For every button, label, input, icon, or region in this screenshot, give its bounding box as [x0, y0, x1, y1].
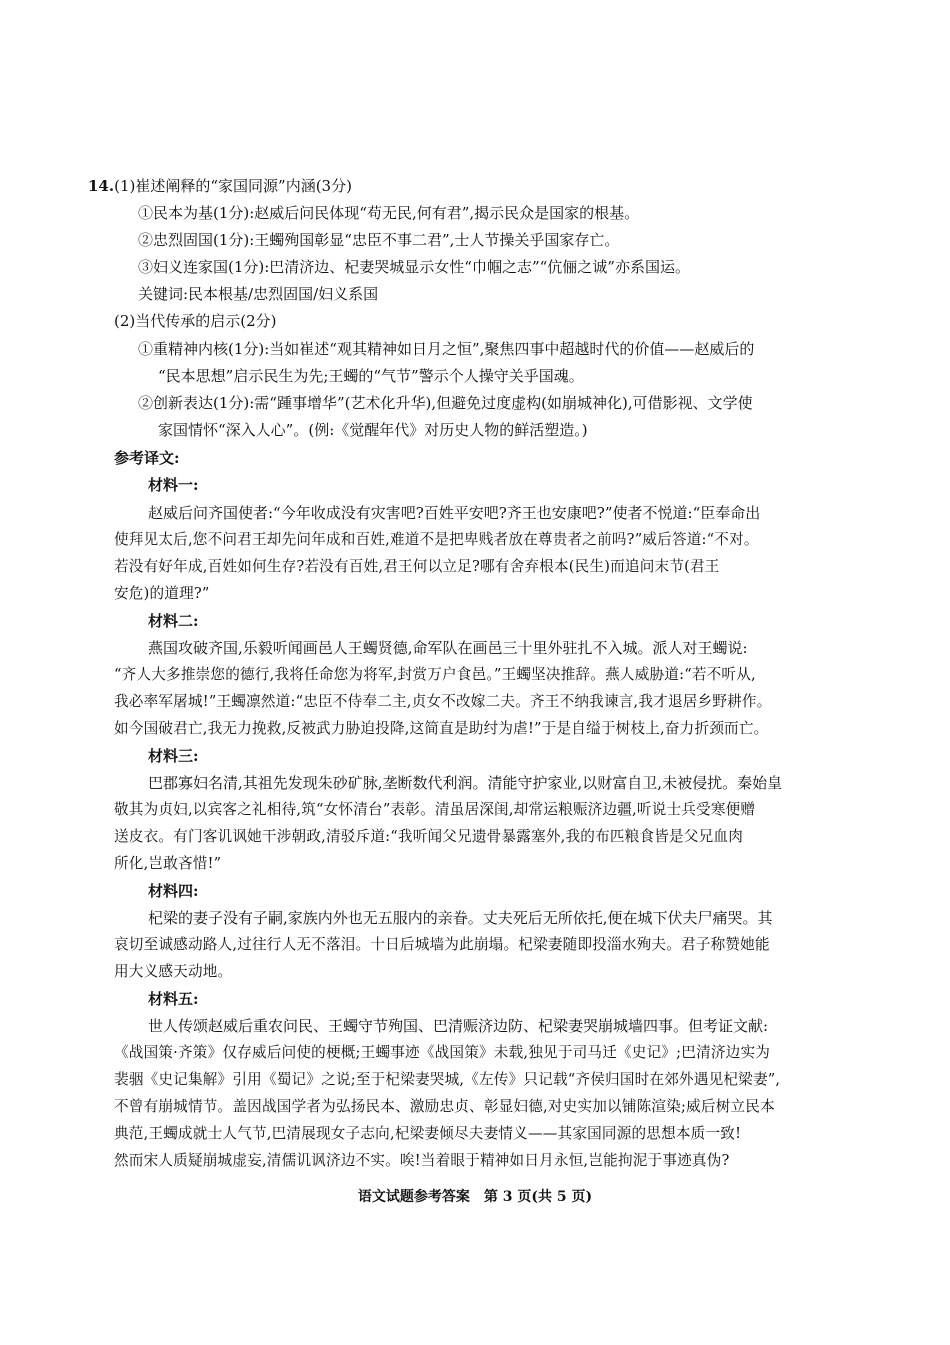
- part2-item-1-line-1: ①重精神内核(1分):当如崔述“观其精神如日月之恒”,聚焦四事中超越时代的价值——赵威后的: [138, 340, 755, 358]
- material-1-line-3: 若没有好年成,百姓如何生存?若没有百姓,君王何以立足?哪有舍弃根本(民生)而追问末节(君王: [114, 558, 720, 575]
- material-5-line-6: 然而宋人质疑崩城虚妄,清儒讥讽济边不实。唉!当着眼于精神如日月永恒,岂能拘泥于事迹真伪?: [114, 1152, 730, 1169]
- material-1-title: 材料一:: [148, 476, 199, 494]
- part1-title-text: (1)崔述阐释的“家国同源”内涵(3分): [114, 177, 352, 195]
- material-5-line-4: 不曾有崩城情节。盖因战国学者为弘扬民本、激励忠贞、彰显妇德,对史实加以铺陈渲染;威后树立民本: [114, 1098, 775, 1115]
- material-2-title: 材料二:: [148, 612, 199, 630]
- material-2-line-2: “齐人大多推崇您的德行,我将任命您为将军,封赏万户食邑。”王蠋坚决推辞。燕人威胁道:“若不听从,: [114, 666, 756, 683]
- material-4-line-2: 哀切至诚感动路人,过往行人无不落泪。十日后城墙为此崩塌。杞梁妻随即投淄水殉夫。君子称赞她能: [114, 936, 770, 953]
- q14-part1-title: [88, 174, 352, 198]
- material-3-line-4: 所化,岂敢吝惜!”: [114, 855, 222, 872]
- material-3-line-3: 送皮衣。有门客讥讽她干涉朝政,清驳斥道:“我听闻父兄遗骨暴露塞外,我的布匹粮食皆是父兄血肉: [114, 828, 744, 845]
- part1-item-1: ①民本为基(1分):赵威后问民体现“苟无民,何有君”,揭示民众是国家的根基。: [138, 204, 640, 222]
- keywords: 关键词:民本根基/忠烈固国/妇义系国: [138, 285, 379, 303]
- part2-item-1-line-2: “民本思想”启示民生为先;王蠋的“气节”警示个人操守关乎国魂。: [158, 367, 584, 385]
- material-4-line-3: 用大义感天动地。: [114, 963, 233, 980]
- part2-title: (2)当代传承的启示(2分): [114, 312, 277, 330]
- material-5-line-3: 裴骃《史记集解》引用《蜀记》之说;至于杞梁妻哭城,《左传》只记载“齐侯归国时在郊外遇见杞梁妻”,: [114, 1071, 781, 1088]
- page-footer: 语文试题参考答案 第 3 页(共 5 页): [357, 1189, 593, 1205]
- part2-item-2-line-2: 家国情怀“深入人心”。(例:《觉醒年代》对历史人物的鲜活塑造。): [158, 421, 588, 439]
- material-2-line-3: 我必率军屠城!”王蠋凛然道:“忠臣不侍奉二主,贞女不改嫁二夫。齐王不纳我谏言,我才退居乡野耕作。: [114, 693, 772, 710]
- material-1-line-4: 安危)的道理?”: [114, 585, 210, 602]
- question-number: 14.: [88, 177, 115, 195]
- material-2-line-4: 如今国破君亡,我无力挽救,反被武力胁迫投降,这简直是助纣为虐!”于是自缢于树枝上,奋力折颈而亡。: [114, 720, 769, 737]
- material-5-title: 材料五:: [148, 990, 199, 1008]
- material-5-line-5: 典范,王蠋成就士人气节,巴清展现女子志向,杞梁妻倾尽夫妻情义——其家国同源的思想本质一致!: [114, 1125, 742, 1142]
- material-1-line-1: 赵威后问齐国使者:“今年收成没有灾害吧?百姓平安吧?齐王也安康吧?”使者不悦道:“臣奉命出: [148, 504, 761, 522]
- material-3-line-1: 巴郡寡妇名清,其祖先发现朱砂矿脉,垄断数代利润。清能守护家业,以财富自卫,未被侵扰。秦始皇: [148, 774, 783, 792]
- material-1-line-2: 使拜见太后,您不问君王却先问年成和百姓,难道不是把卑贱者放在尊贵者之前吗?”威后答道:“不对。: [114, 531, 759, 548]
- material-5-line-2: 《战国策·齐策》仅存威后问使的梗概;王蠋事迹《战国策》未载,独见于司马迁《史记》;巴清济边实为: [114, 1044, 771, 1061]
- material-3-title: 材料三:: [148, 747, 199, 765]
- material-4-line-1: 杞梁的妻子没有子嗣,家族内外也无五服内的亲眷。丈夫死后无所依托,便在城下伏夫尸痛哭。其: [148, 909, 773, 927]
- material-5-line-1: 世人传颂赵威后重农问民、王蠋守节殉国、巴清赈济边防、杞梁妻哭崩城墙四事。但考证文献:: [148, 1017, 769, 1035]
- part1-item-3: ③妇义连家国(1分):巴清济边、杞妻哭城显示女性“巾帼之志”“伉俪之诚”亦系国运。: [138, 258, 690, 276]
- material-2-line-1: 燕国攻破齐国,乐毅听闻画邑人王蠋贤德,命军队在画邑三十里外驻扎不入城。派人对王蠋说:: [148, 639, 748, 657]
- translation-heading: 参考译文:: [114, 449, 180, 467]
- material-4-title: 材料四:: [148, 882, 199, 900]
- part1-item-2: ②忠烈固国(1分):王蠋殉国彰显“忠臣不事二君”,士人节操关乎国家存亡。: [138, 231, 620, 249]
- part2-item-2-line-1: ②创新表达(1分):需“踵事增华”(艺术化升华),但避免过度虚构(如崩城神化),可借影视、文学使: [138, 394, 753, 412]
- material-3-line-2: 敬其为贞妇,以宾客之礼相待,筑“女怀清台”表彰。清虽居深闺,却常运粮赈济边疆,听说士兵受寒便赠: [114, 801, 756, 818]
